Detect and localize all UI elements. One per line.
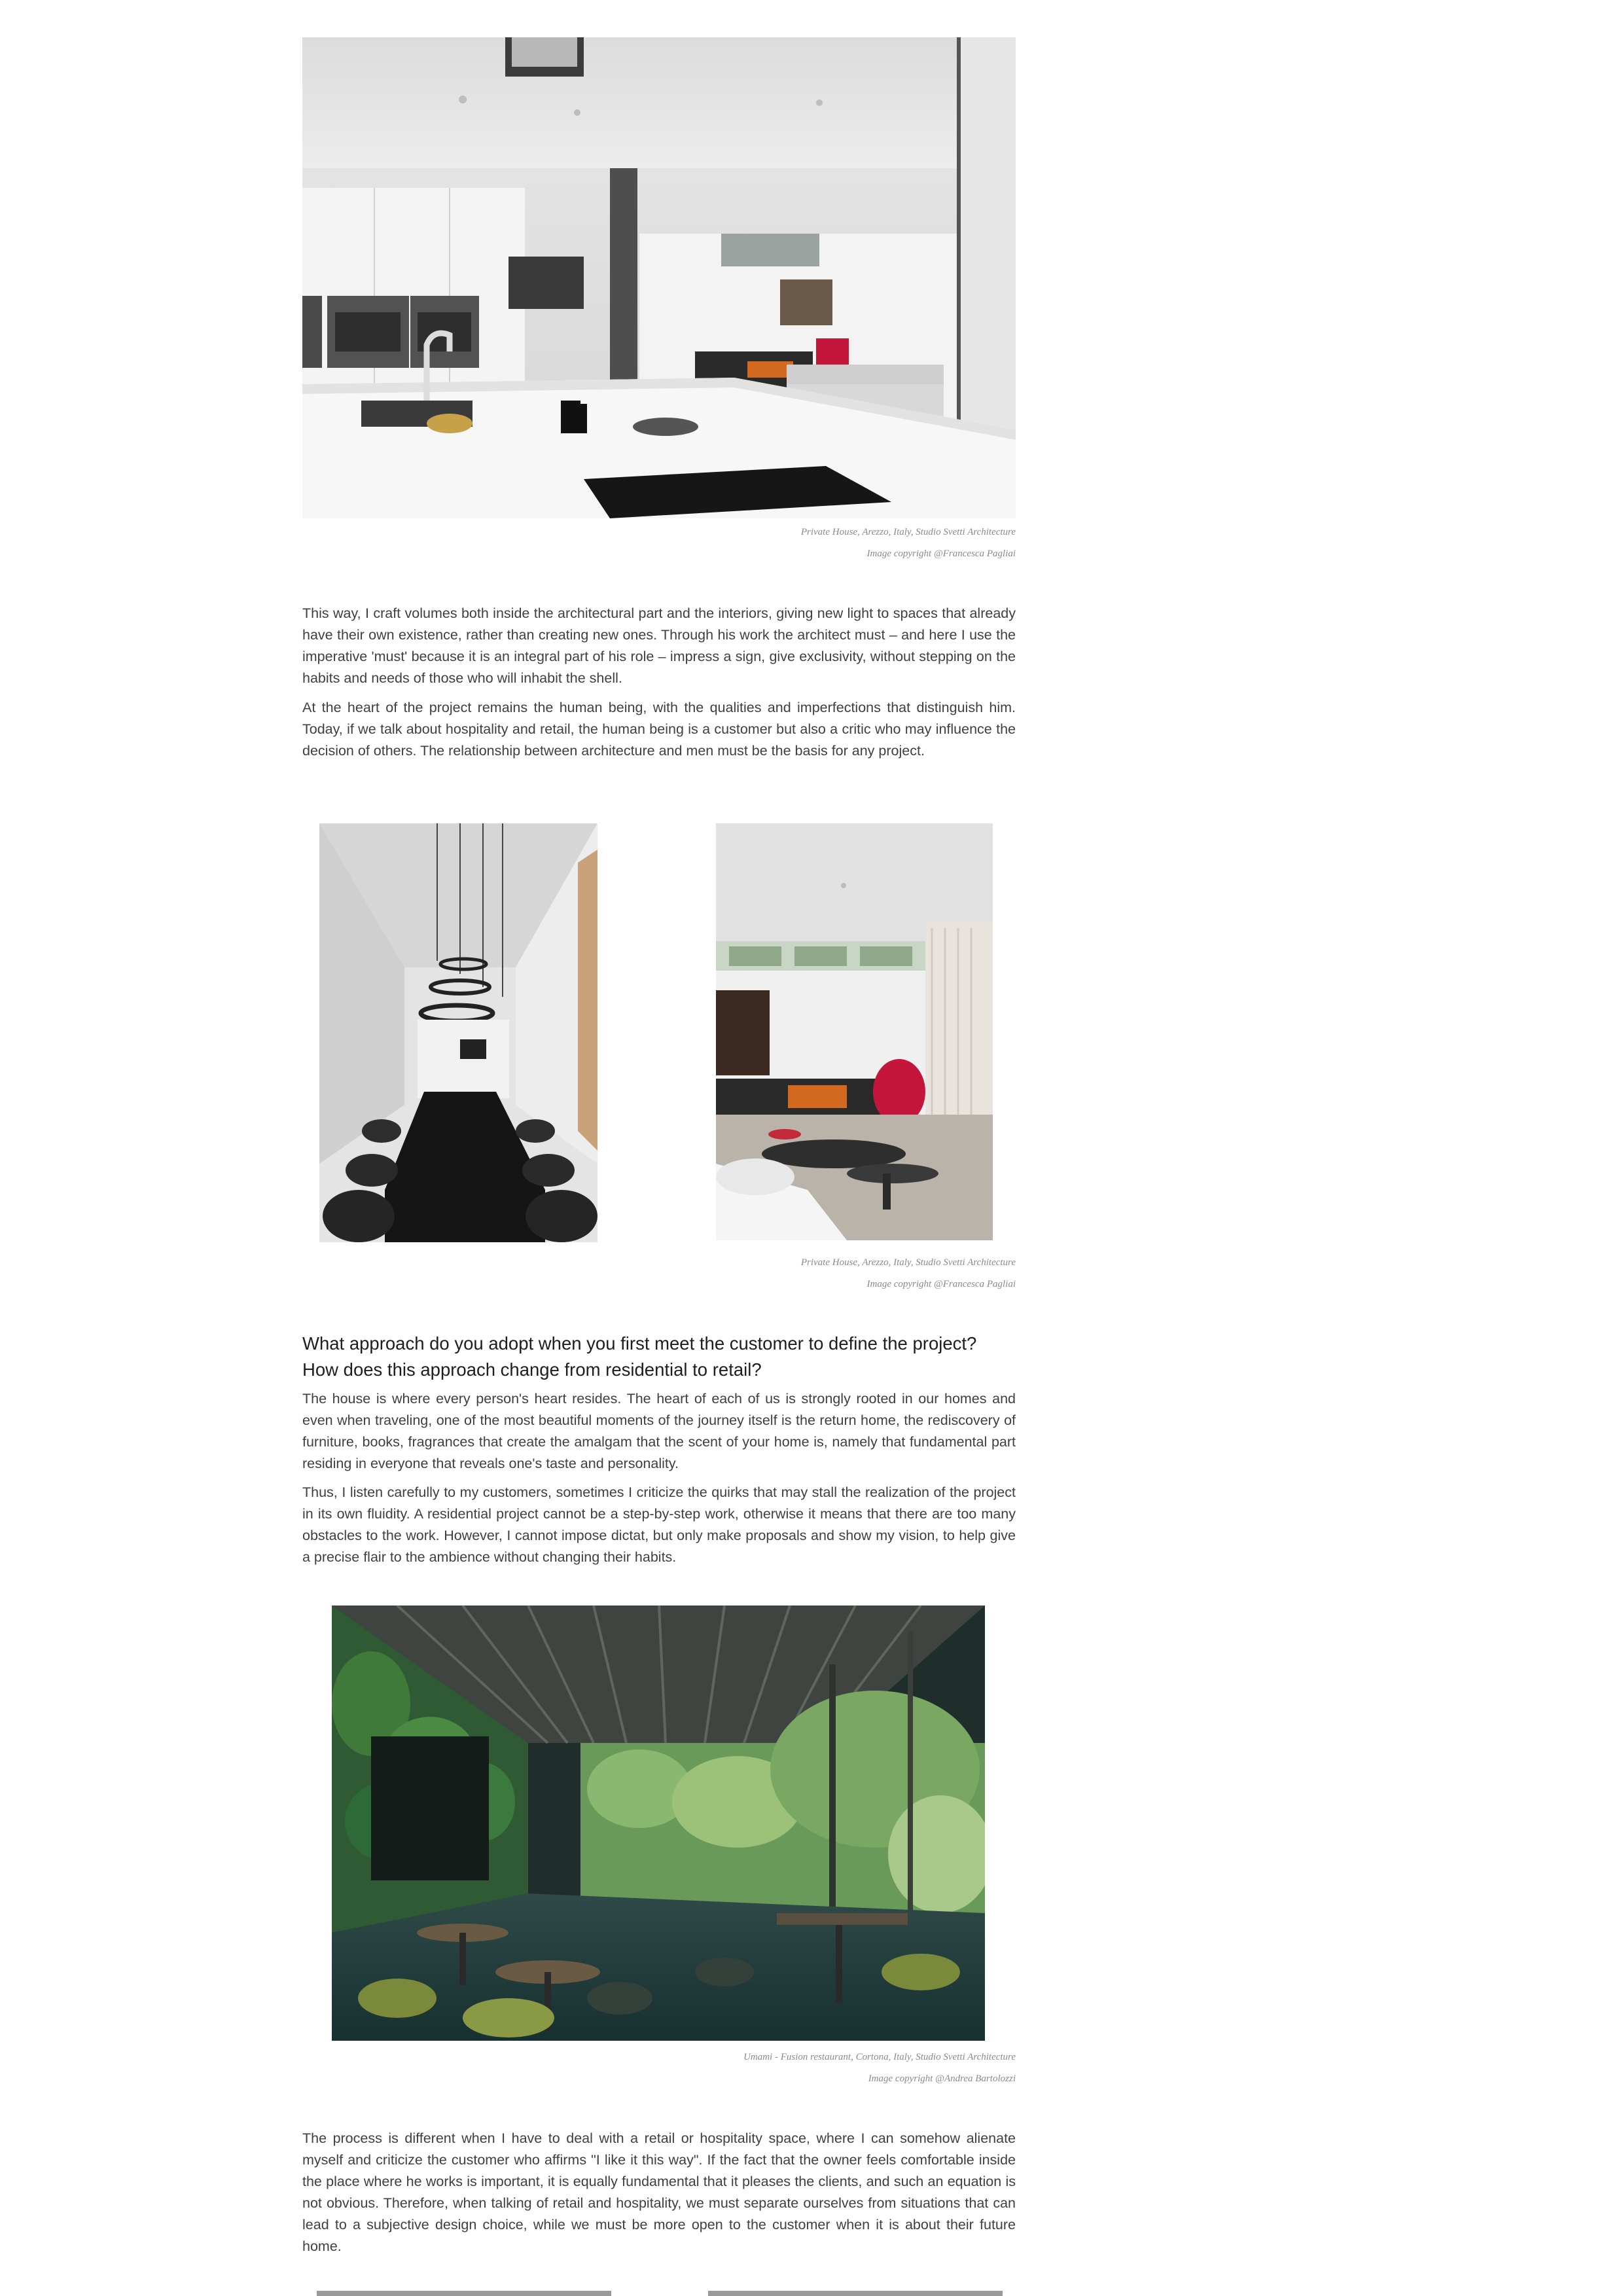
image-caption: [302, 1252, 1016, 1295]
dining-room-photo: [319, 823, 597, 1242]
caption-location: Private House, Arezzo, Italy, Studio Svetti Architecture: [800, 1257, 1016, 1268]
caption-location: Umami - Fusion restaurant, Cortona, Italy, Studio Svetti Architecture: [743, 2052, 1016, 2062]
restaurant-photo: [332, 1605, 985, 2041]
caption-copyright: Image copyright @Francesca Pagliai: [866, 1279, 1016, 1289]
kitchen-living-photo: [302, 37, 1016, 518]
partial-photo-left: [317, 2291, 611, 2296]
caption-copyright: Image copyright @Francesca Pagliai: [866, 548, 1016, 559]
section-heading: What approach do you adopt when you first meet the customer to define the project? How does this approach change from residential to retail?: [302, 1333, 977, 1380]
living-room-photo: [716, 823, 993, 1240]
caption-location: Private House, Arezzo, Italy, Studio Svetti Architecture: [800, 527, 1016, 537]
caption-copyright: Image copyright @Andrea Bartolozzi: [868, 2073, 1016, 2084]
image-caption: [302, 2047, 1016, 2090]
partial-photo-right: [708, 2291, 1003, 2296]
body-paragraph: The house is where every person's heart resides. The heart of each of us is strongly rooted in our homes and even when traveling, one of the most beautiful moments of the journey itself is the return home, the rediscovery of furniture, books, fragrances that create the amalgam that the scent of your home is, namely that fundamental part residing in everyone that reveals one's taste and personality.: [302, 1391, 1016, 1471]
body-paragraph: The process is different when I have to deal with a retail or hospitality space, where I can somehow alienate myself and criticize the customer who affirms "I like it this way". If the fact that the owner feels comfortable inside the place where he works is important, it is equally fundamental that it pleases the clients, and such an equation is not obvious. Therefore, when talking of retail and hospitality, we must separate ourselves from situations that can lead to a subjective design choice, while we must be more open to the customer when it is about their future home.: [302, 2130, 1016, 2254]
body-paragraph: This way, I craft volumes both inside the architectural part and the interiors, giving new light to spaces that already have their own existence, rather than creating new ones. Through his work the architect must – and here I use the imperative 'must' because it is an integral part of his role – impress a sign, give exclusivity, without stepping on the habits and needs of those who will inhabit the shell.: [302, 605, 1016, 686]
image-caption: [302, 522, 1016, 565]
body-paragraph: At the heart of the project remains the human being, with the qualities and imperfections that distinguish him. Today, if we talk about hospitality and retail, the human being is a customer but also a critic who may influence the decision of others. The relationship between architecture and men must be the basis for any project.: [302, 700, 1016, 759]
body-paragraph: Thus, I listen carefully to my customers, sometimes I criticize the quirks that may stall the realization of the project in its own fluidity. A residential project cannot be a step-by-step work, otherwise it means that there are too many obstacles to the work. However, I cannot impose dictat, but only make proposals and show my vision, to help give a precise flair to the ambience without changing their habits.: [302, 1484, 1016, 1565]
